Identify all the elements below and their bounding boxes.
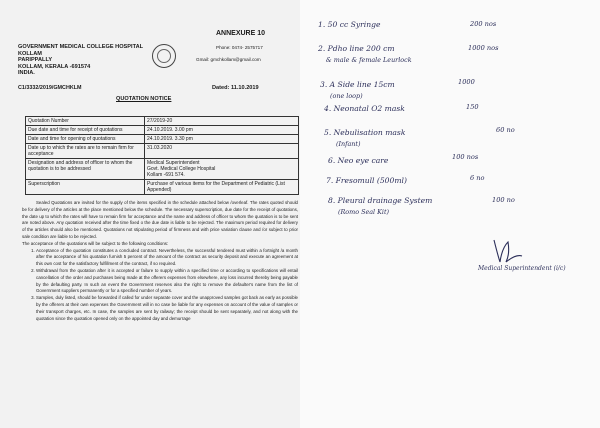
table-row — [26, 117, 299, 126]
quotation-table — [25, 116, 299, 195]
hw-item-3: 3. A Side line 15cm — [320, 80, 395, 89]
hw-item-1: 1. 50 cc Syringe — [318, 20, 381, 29]
intro-paragraph: Sealed Quotations are invited for the supply of the items specified in the schedule attached below /overleaf. The rates quoted should be for delivery of the articles at the place mentioned below the schedule. The necessary superscription, due date for the receipt of quotations, the date up to which the rates will have to remain firm for acceptance and the name and address of officer to whom the quotation is to be sent are noted above. Any quotation received after the time fixed o the due date is liable to be rejected. The maximum period required for delivery of the articles should also be mentioned. Quotations not stipulating period of firmness and with price variation clause and /or subject to prior sale condition are liable to be rejected. — [22, 200, 298, 239]
hw-price-4: 150 — [466, 103, 479, 111]
signature-icon — [486, 236, 526, 266]
hw-item-8: 8. Pleural drainage System — [328, 196, 433, 205]
table-row — [26, 126, 299, 135]
hospital-address: GOVERNMENT MEDICAL COLLEGE HOSPITAL KOLLAM PARIPPALLY KOLLAM, KERALA -691574 INDIA. — [18, 44, 144, 77]
signature-label: Medical Superintendent (i/c) — [478, 265, 566, 272]
conditions-list — [22, 248, 298, 323]
hw-price-2: 1000 nos — [468, 44, 499, 52]
hw-item-5: 5. Nebulisation mask — [324, 128, 406, 137]
hw-item-2-note: & male & female Leurlock — [326, 56, 412, 64]
hw-item-5-note: (Infant) — [336, 140, 361, 148]
table-cell-label: Quotation Number — [26, 117, 145, 126]
list-item: 3. Samples, duly listed, should be forwarded if called for under separate cover and the unapproved samples got back as early as possible by the offerers at their own expenses the Government will in no case be liable for any expenses on account of the value of samples or their transport charges, etc. In case, the samples are sent by railway; the receipt should be sent separately, and not along with the quotation since the quotation opened only on the appointed day and demurrage — [36, 295, 298, 322]
email-address: Gmail: gmchkollam@gmail.com — [196, 57, 261, 62]
list-item: 1. Acceptance of the quotation constitutes a concluded contract. Nevertheless, the successful tendered must within a fortnight /a month after the acceptance of his quotation furnish 5 percent of the amount of the contract as security deposit and execute an agreement at this own cost for the satisfactory fulfillment of the contract, if so required. — [36, 248, 298, 268]
reference-number: C1/3332/2019/GMCHKLM — [18, 85, 82, 91]
table-cell-label: Date and time for opening of quotations — [26, 135, 145, 144]
phone-number: Phone: 0474- 2575717 — [216, 45, 263, 50]
table-cell-label: Designation and address of officer to whom the quotation is to be addressed — [26, 159, 145, 180]
hw-price-1: 200 nos — [470, 20, 497, 28]
table-cell-value: Purchase of various items for the Department of Pediatric (List Appended) — [145, 180, 299, 195]
table-cell-label: Due date and time for receipt of quotations — [26, 126, 145, 135]
document-date: Dated: 11.10.2019 — [212, 85, 259, 91]
emblem-icon — [152, 44, 176, 68]
table-row — [26, 144, 299, 159]
notice-title: QUOTATION NOTICE — [116, 96, 172, 102]
table-cell-value: 24.10.2019. 3.00 pm — [145, 126, 299, 135]
hw-price-7: 6 no — [470, 174, 485, 182]
hw-price-5: 60 no — [496, 126, 515, 134]
table-cell-value: Medical Superintendent Govt. Medical College Hospital Kollam -691 574. — [145, 159, 299, 180]
hw-item-2: 2. Pdho line 200 cm — [318, 44, 395, 53]
hw-item-4: 4. Neonatal O2 mask — [324, 104, 405, 113]
table-row — [26, 159, 299, 180]
hw-item-3-note: (one loop) — [330, 92, 363, 100]
table-cell-label: Date up to which the rates are to remain firm for acceptance — [26, 144, 145, 159]
table-cell-value: 27/2019-20 — [145, 117, 299, 126]
table-row — [26, 135, 299, 144]
hw-item-7: 7. Fresomull (500ml) — [326, 176, 407, 185]
hw-price-3: 1000 — [458, 78, 475, 86]
list-item: 2. Withdrawal from the quotation after it is accepted or failure to supply within a specified time or according to specifications will entail cancellation of the order and purchases being made at the offerers expenses from elsewhere, any loss incurred thereby being payable by the defaulting party. In such an event the Government reserves also the right to remove the defaulter's name from the list of Government suppliers permanently or for a specified number of years. — [36, 268, 298, 295]
table-cell-label: Superscription — [26, 180, 145, 195]
annexure-label: ANNEXURE 10 — [216, 30, 266, 37]
table-row — [26, 180, 299, 195]
conditions-heading: The acceptance of the quotations will be subject to the following conditions: — [22, 240, 169, 246]
table-cell-value: 24.10.2019. 3.30 pm — [145, 135, 299, 144]
hw-item-8-note: (Romo Seal Kit) — [338, 208, 390, 216]
hw-item-6: 6. Neo eye care — [328, 156, 389, 165]
notice-body — [22, 200, 298, 322]
hw-price-6: 100 nos — [452, 153, 479, 161]
hw-price-8: 100 no — [492, 196, 515, 204]
table-cell-value: 31.03.2020 — [145, 144, 299, 159]
